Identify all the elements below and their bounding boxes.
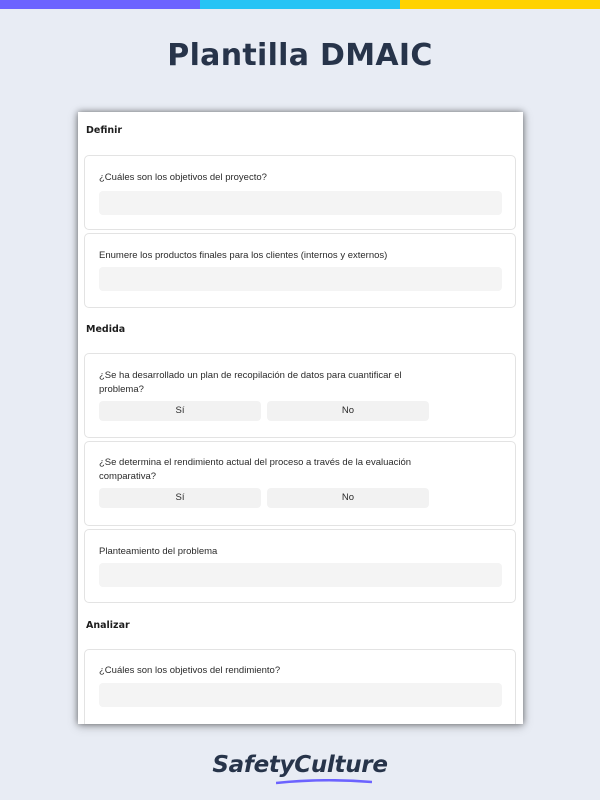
logo-safety: Safety (212, 752, 295, 778)
answer-field[interactable] (99, 683, 502, 707)
top-bar-blue (200, 0, 400, 9)
question-card (84, 441, 516, 526)
section-definir: Definir (86, 125, 123, 136)
question-card (84, 649, 516, 724)
answer-field[interactable] (99, 191, 502, 215)
answer-field[interactable] (99, 563, 502, 587)
question-label: ¿Cuáles son los objetivos del rendimiento? (99, 665, 281, 676)
top-bar-yellow (400, 0, 600, 9)
question-label: ¿Se determina el rendimiento actual del proceso a través de la evaluación comparativa? (99, 457, 412, 482)
section-analizar: Analizar (86, 620, 130, 631)
safetyculture-logo (0, 752, 600, 778)
top-color-bar (0, 0, 600, 9)
question-label: ¿Se ha desarrollado un plan de recopilación de datos para cuantificar el problema? (99, 370, 402, 395)
question-card (84, 233, 516, 308)
logo-culture: Culture (294, 752, 388, 778)
top-bar-purple (0, 0, 200, 9)
section-medida: Medida (86, 324, 126, 335)
question-card (84, 529, 516, 603)
question-label: ¿Cuáles son los objetivos del proyecto? (99, 172, 267, 183)
no-button[interactable]: No (267, 488, 429, 508)
question-card (84, 155, 516, 230)
no-button[interactable]: No (267, 401, 429, 421)
logo-swoosh-icon (276, 779, 372, 785)
answer-field[interactable] (99, 267, 502, 291)
question-label: Enumere los productos finales para los clientes (internos y externos) (99, 250, 388, 261)
yes-button[interactable]: Sí (99, 488, 261, 508)
question-label: Planteamiento del problema (99, 546, 218, 557)
page-title: Plantilla DMAIC (167, 38, 433, 73)
yes-button[interactable]: Sí (99, 401, 261, 421)
question-card (84, 353, 516, 438)
template-document (78, 112, 523, 724)
